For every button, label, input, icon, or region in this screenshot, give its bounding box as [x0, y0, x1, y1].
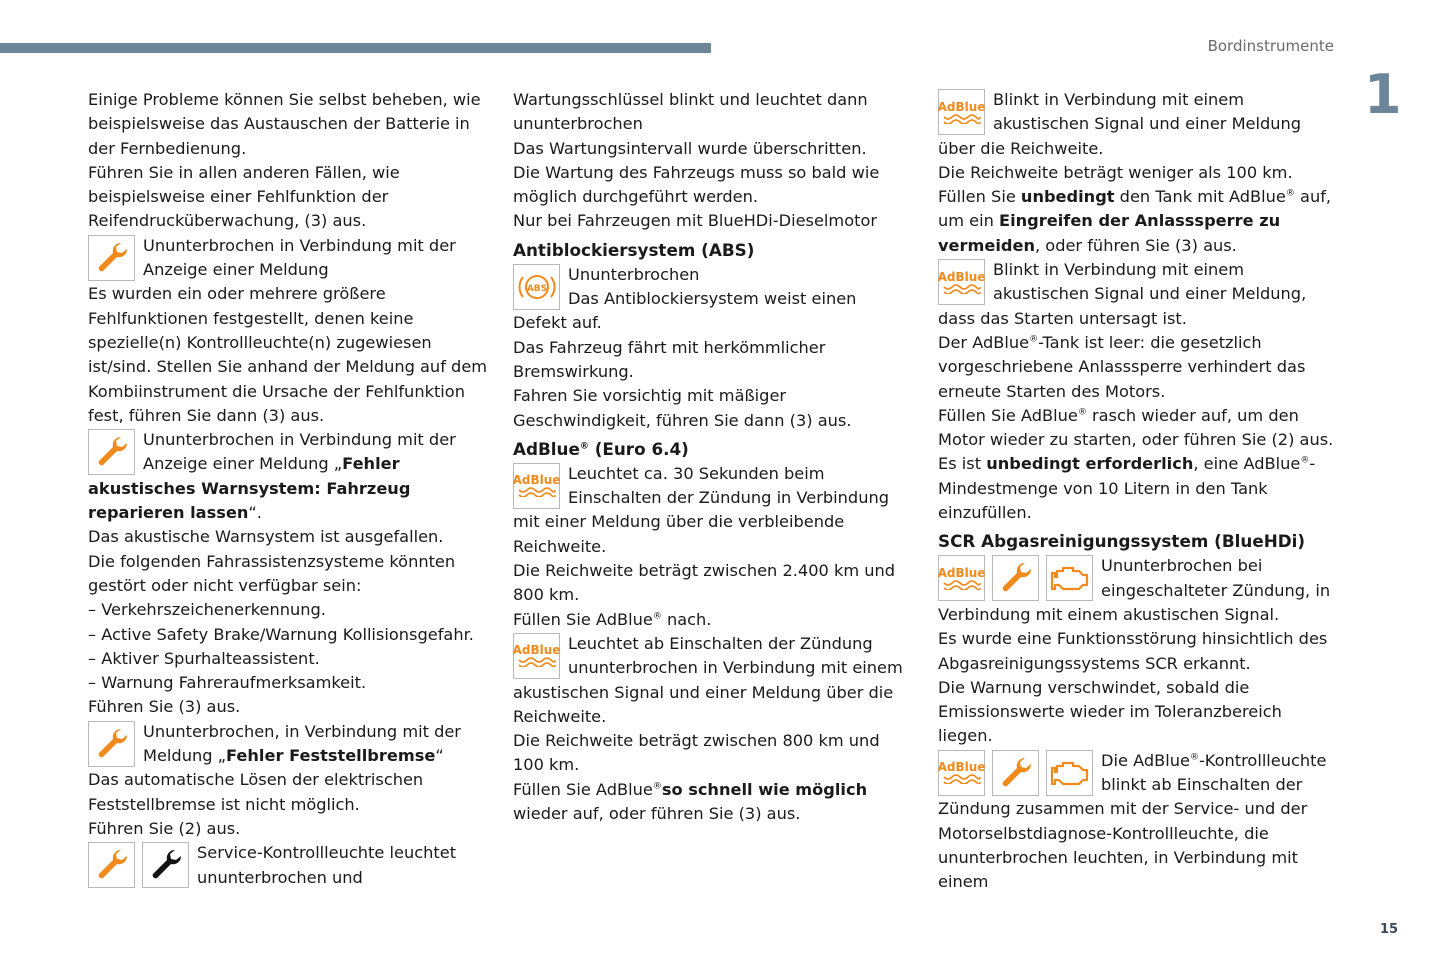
warning-icons	[938, 555, 1093, 601]
wrench-orange-icon	[992, 555, 1039, 601]
paragraph: Führen Sie (2) aus.	[88, 818, 241, 838]
column-3	[938, 88, 1338, 895]
paragraph: Die Reichweite beträgt zwischen 800 km und 100 km.	[513, 731, 880, 775]
paragraph: Fahren Sie vorsichtig mit mäßiger Geschwindigkeit, führen Sie dann (3) aus.	[513, 386, 852, 430]
warning-text: Ununterbrochen, in Verbindung mit der Meldung „Fehler Feststellbremse“	[143, 721, 461, 766]
abs-icon	[513, 264, 560, 310]
wrench-orange-icon	[88, 842, 135, 888]
warning-text: Leuchtet ab Einschalten der Zündung ununterbrochen in Verbindung mit einem akustischen Signal und einer Meldung über die Reichweite.	[513, 633, 903, 726]
heading-adblue: AdBlue® (Euro 6.4)	[513, 438, 689, 459]
engine-icon	[1046, 555, 1093, 601]
section-title: Bordinstrumente	[1207, 37, 1334, 55]
warning-text: Ununterbrochen bei eingeschalteter Zündung, in Verbindung mit einem akustischen Signal.	[938, 556, 1331, 624]
paragraph: Das Wartungsintervall wurde überschritten.	[513, 138, 867, 158]
warning-icons	[938, 259, 985, 305]
adblue-icon	[513, 633, 560, 679]
paragraph: Die Reichweite beträgt zwischen 2.400 km und 800 km.	[513, 561, 896, 605]
paragraph: Das automatische Lösen der elektrischen Feststellbremse ist nicht möglich.	[88, 770, 424, 814]
paragraph: Führen Sie in allen anderen Fällen, wie beispielsweise einer Fehlfunktion der Reifendrucküberwachung, (3) aus.	[88, 162, 400, 231]
list-item: – Verkehrszeichenerkennung.	[88, 600, 326, 620]
adblue-icon-label: AdBlue	[937, 269, 986, 284]
list-item: – Aktiver Spurhalteassistent.	[88, 648, 320, 668]
column-1	[88, 88, 488, 890]
abs-icon-label: ABS	[526, 283, 547, 294]
warning-icons	[88, 429, 135, 475]
adblue-icon-label: AdBlue	[937, 760, 986, 775]
wrench-orange-icon	[88, 721, 135, 767]
header-bar	[0, 43, 711, 53]
wrench-orange-icon	[88, 429, 135, 475]
adblue-icon-label: AdBlue	[937, 99, 986, 114]
wrench-orange-icon	[992, 750, 1039, 796]
adblue-icon	[938, 89, 985, 135]
paragraph: Die folgenden Fahrassistenzsysteme könnten gestört oder nicht verfügbar sein:	[88, 551, 456, 595]
chapter-number: 1	[1364, 63, 1402, 126]
paragraph: Die Warnung verschwindet, sobald die Emissionswerte wieder im Toleranzbereich liegen.	[938, 677, 1282, 746]
wrench-orange-icon	[88, 235, 135, 281]
warning-icons	[88, 842, 189, 888]
warning-icons	[513, 633, 560, 679]
paragraph: Die Reichweite beträgt weniger als 100 km.	[938, 162, 1293, 182]
paragraph: Das akustische Warnsystem ist ausgefallen.	[88, 527, 444, 547]
wrench-black-icon	[142, 842, 189, 888]
paragraph: Es ist unbedingt erforderlich, eine AdBlue®-Mindestmenge von 10 Litern in den Tank einzufüllen.	[938, 454, 1316, 523]
adblue-icon	[938, 555, 985, 601]
paragraph: Führen Sie (3) aus.	[88, 697, 241, 717]
paragraph: Der AdBlue®-Tank ist leer: die gesetzlich vorgeschriebene Anlasssperre verhindert das erneute Starten des Motors.	[938, 332, 1306, 401]
adblue-icon-label: AdBlue	[937, 565, 986, 580]
adblue-icon	[513, 463, 560, 509]
adblue-icon	[938, 750, 985, 796]
warning-icons	[88, 721, 135, 767]
warning-icons	[513, 463, 560, 509]
paragraph: Füllen Sie unbedingt den Tank mit AdBlue® auf, um ein Eingreifen der Anlasssperre zu vermeiden, oder führen Sie (3) aus.	[938, 187, 1332, 255]
warning-text: Die AdBlue®-Kontrollleuchte blinkt ab Einschalten der Zündung zusammen mit der Service- und der Motorselbstdiagnose-Kontrollleuchte, die ununterbrochen leuchten, in Verbindung mit einem	[938, 750, 1327, 892]
paragraph: Füllen Sie AdBlue® nach.	[513, 609, 712, 629]
list-item: – Active Safety Brake/Warnung Kollisionsgefahr.	[88, 624, 474, 644]
paragraph: Das Fahrzeug fährt mit herkömmlicher Bremswirkung.	[513, 337, 826, 381]
warning-text: Service-Kontrollleuchte leuchtet ununterbrochen und	[197, 843, 457, 887]
engine-icon	[1046, 750, 1093, 796]
warning-icons	[88, 235, 135, 281]
adblue-icon	[938, 259, 985, 305]
paragraph: Füllen Sie AdBlue® rasch wieder auf, um den Motor wieder zu starten, oder führen Sie (2) aus.	[938, 405, 1334, 450]
warning-text: Ununterbrochen in Verbindung mit der Anzeige einer Meldung	[143, 235, 456, 280]
warning-icons	[938, 89, 985, 135]
warning-text: Ununterbrochen in Verbindung mit der Anzeige einer Meldung „Fehler akustisches Warnsystem: Fahrzeug reparieren lassen“.	[88, 430, 456, 523]
warning-icons	[938, 750, 1093, 796]
adblue-icon-label: AdBlue	[512, 473, 561, 488]
warning-text: Ununterbrochen Das Antiblockiersystem weist einen Defekt auf.	[513, 264, 857, 333]
heading-scr: SCR Abgasreinigungssystem (BlueHDi)	[938, 531, 1306, 552]
paragraph: Füllen Sie AdBlue®so schnell wie möglich wieder auf, oder führen Sie (3) aus.	[513, 779, 868, 824]
column-2	[513, 88, 913, 826]
paragraph: Die Wartung des Fahrzeugs muss so bald wie möglich durchgeführt werden.	[513, 162, 880, 207]
adblue-icon-label: AdBlue	[512, 643, 561, 658]
warning-text: Blinkt in Verbindung mit einem akustischen Signal und einer Meldung, dass das Starten untersagt ist.	[938, 260, 1307, 328]
warning-icons	[513, 264, 560, 310]
paragraph: Es wurde eine Funktionsstörung hinsichtlich des Abgasreinigungssystems SCR erkannt.	[938, 629, 1328, 673]
warning-text: Leuchtet ca. 30 Sekunden beim Einschalten der Zündung in Verbindung mit einer Meldung über die verbleibende Reichweite.	[513, 463, 889, 556]
list-item: – Warnung Fahreraufmerksamkeit.	[88, 673, 367, 693]
heading-abs: Antiblockiersystem (ABS)	[513, 239, 755, 260]
paragraph: Einige Probleme können Sie selbst beheben, wie beispielsweise das Austauschen der Batterie in der Fernbedienung.	[88, 90, 481, 158]
page-number: 15	[1380, 922, 1399, 937]
warning-text: Blinkt in Verbindung mit einem akustischen Signal und einer Meldung über die Reichweite.	[938, 90, 1302, 158]
paragraph: Nur bei Fahrzeugen mit BlueHDi-Dieselmotor	[513, 211, 878, 231]
paragraph: Wartungsschlüssel blinkt und leuchtet dann ununterbrochen	[513, 90, 868, 134]
paragraph: Es wurden ein oder mehrere größere Fehlfunktionen festgestellt, denen keine spezielle(n) Kontrollleuchte(n) zugewiesen ist/sind. Stellen Sie anhand der Meldung auf dem Kombiinstrument die Ursache der Fehlfunktion fest, führen Sie dann (3) aus.	[88, 284, 488, 425]
